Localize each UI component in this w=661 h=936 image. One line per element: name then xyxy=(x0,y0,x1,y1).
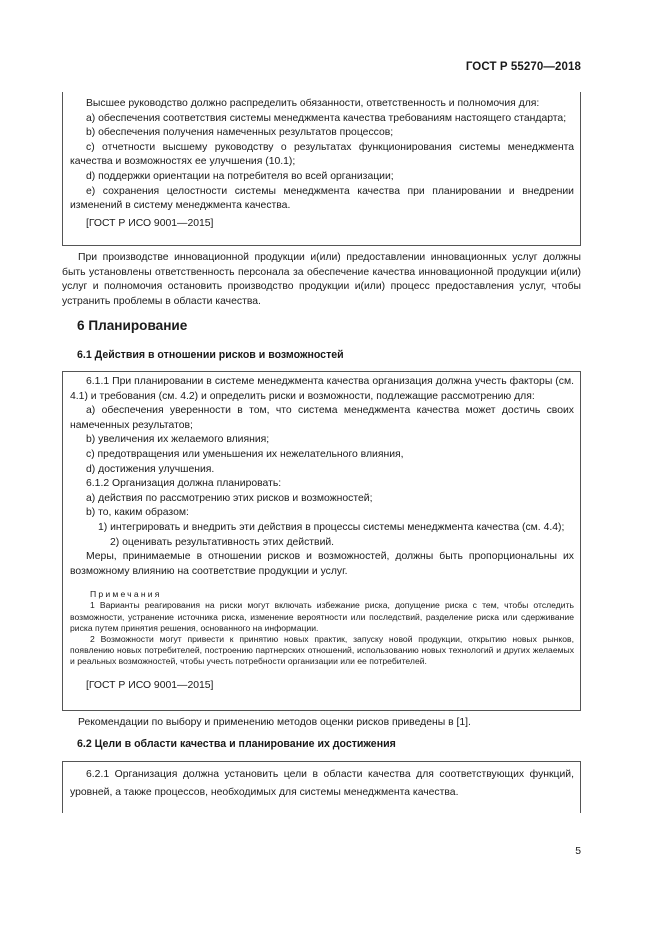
quote-line: е) сохранения целостности системы менеджмента качества при планировании и внедрении изменений в систему менеджмента качества. xyxy=(70,185,574,212)
note-item: 1 Варианты реагирования на риски могут включать избежание риска, допущение риска с тем, чтобы отследить возможности, устранение источника риска, изменение вероятности или последствий, разделение риска или сдерживание риска путем принятия решения, основанного на информации. xyxy=(70,600,574,633)
section-heading-6-2: 6.2 Цели в области качества и планирование их достижения xyxy=(77,738,396,750)
section-heading-6: 6 Планирование xyxy=(77,318,188,333)
quote-line: а) обеспечения соответствия системы менеджмента качества требованиям настоящего стандарта; xyxy=(86,112,567,124)
quote-line: с) отчетности высшему руководству о результатах функционирования системы менеджмента качества и возможностях ее улучшения (10.1); xyxy=(70,141,574,168)
paragraph-text: Рекомендации по выбору и применению методов оценки рисков приведены в [1]. xyxy=(78,717,471,728)
quote-line: 1) интегрировать и внедрить эти действия в процессы системы менеджмента качества (см. 4.4); xyxy=(98,521,565,533)
quote-line: а) действия по рассмотрению этих рисков и возможностей; xyxy=(86,492,373,504)
notes-block xyxy=(70,589,574,667)
section-heading-6-1: 6.1 Действия в отношении рисков и возможностей xyxy=(77,349,344,361)
quote-line: b) увеличения их желаемого влияния; xyxy=(86,434,270,446)
quote-line: а) обеспечения уверенности в том, что система менеджмента качества может достичь своих намеченных результатов; xyxy=(70,405,574,431)
quote-line: Высшее руководство должно распределить обязанности, ответственность и полномочия для: xyxy=(86,98,540,109)
paragraph-text: При производстве инновационной продукции и(или) предоставлении инновационных услуг должны быть установлены ответственность персонала за обеспечение качества инновационной продукции и(или) услуг и полномочия остановить производство продукции и(или) процесс предоставления услуг, чтобы устранить проблемы в области качества. xyxy=(62,252,581,307)
quote-line: d) поддержки ориентации на потребителя во всей организации; xyxy=(86,170,394,182)
quote-line: 6.1.2 Организация должна планировать: xyxy=(86,478,282,490)
quote-box-responsibilities xyxy=(62,92,581,246)
quote-line: 6.1.1 При планировании в системе менеджмента качества организация должна учесть факторы (см. 4.1) и требования (см. 4.2) и определить риски и возможности, подлежащие рассмотрению для: xyxy=(70,376,574,402)
page-number: 5 xyxy=(575,846,581,857)
quote-line: Меры, принимаемые в отношении рисков и возможностей, должны быть пропорциональны их возможному влиянию на соответствие продукции и услуг. xyxy=(70,551,574,577)
note-item: 2 Возможности могут привести к принятию новых практик, запуску новой продукции, открытию новых рынков, появлению новых потребителей, построению партнерских отношений, использованию новых технологий и других желаемых и реальных возможностей, чтобы учесть потребности организации или ее потребителей. xyxy=(70,633,574,667)
quote-line: b) обеспечения получения намеченных результатов процессов; xyxy=(86,127,394,139)
quote-line: d) достижения улучшения. xyxy=(86,463,215,475)
quote-reference: [ГОСТ Р ИСО 9001—2015] xyxy=(86,679,214,691)
quote-reference: [ГОСТ Р ИСО 9001—2015] xyxy=(86,217,214,229)
quote-line: 2) оценивать результативность этих действий. xyxy=(110,536,335,548)
quote-line: b) то, каким образом: xyxy=(86,507,189,519)
quote-line: 6.2.1 Организация должна установить цели в области качества для соответствующих функций, уровней, а также процессов, необходимых для системы менеджмента качества. xyxy=(70,769,574,798)
paragraph-innovation xyxy=(62,251,581,309)
notes-title: Примечания xyxy=(90,589,162,600)
paragraph-risk-methods xyxy=(62,716,581,731)
quote-line: с) предотвращения или уменьшения их нежелательного влияния, xyxy=(86,448,404,460)
quote-box-risks xyxy=(62,371,581,711)
quote-box-quality-objectives xyxy=(62,761,581,813)
page-header-doc-id: ГОСТ Р 55270—2018 xyxy=(465,61,581,73)
